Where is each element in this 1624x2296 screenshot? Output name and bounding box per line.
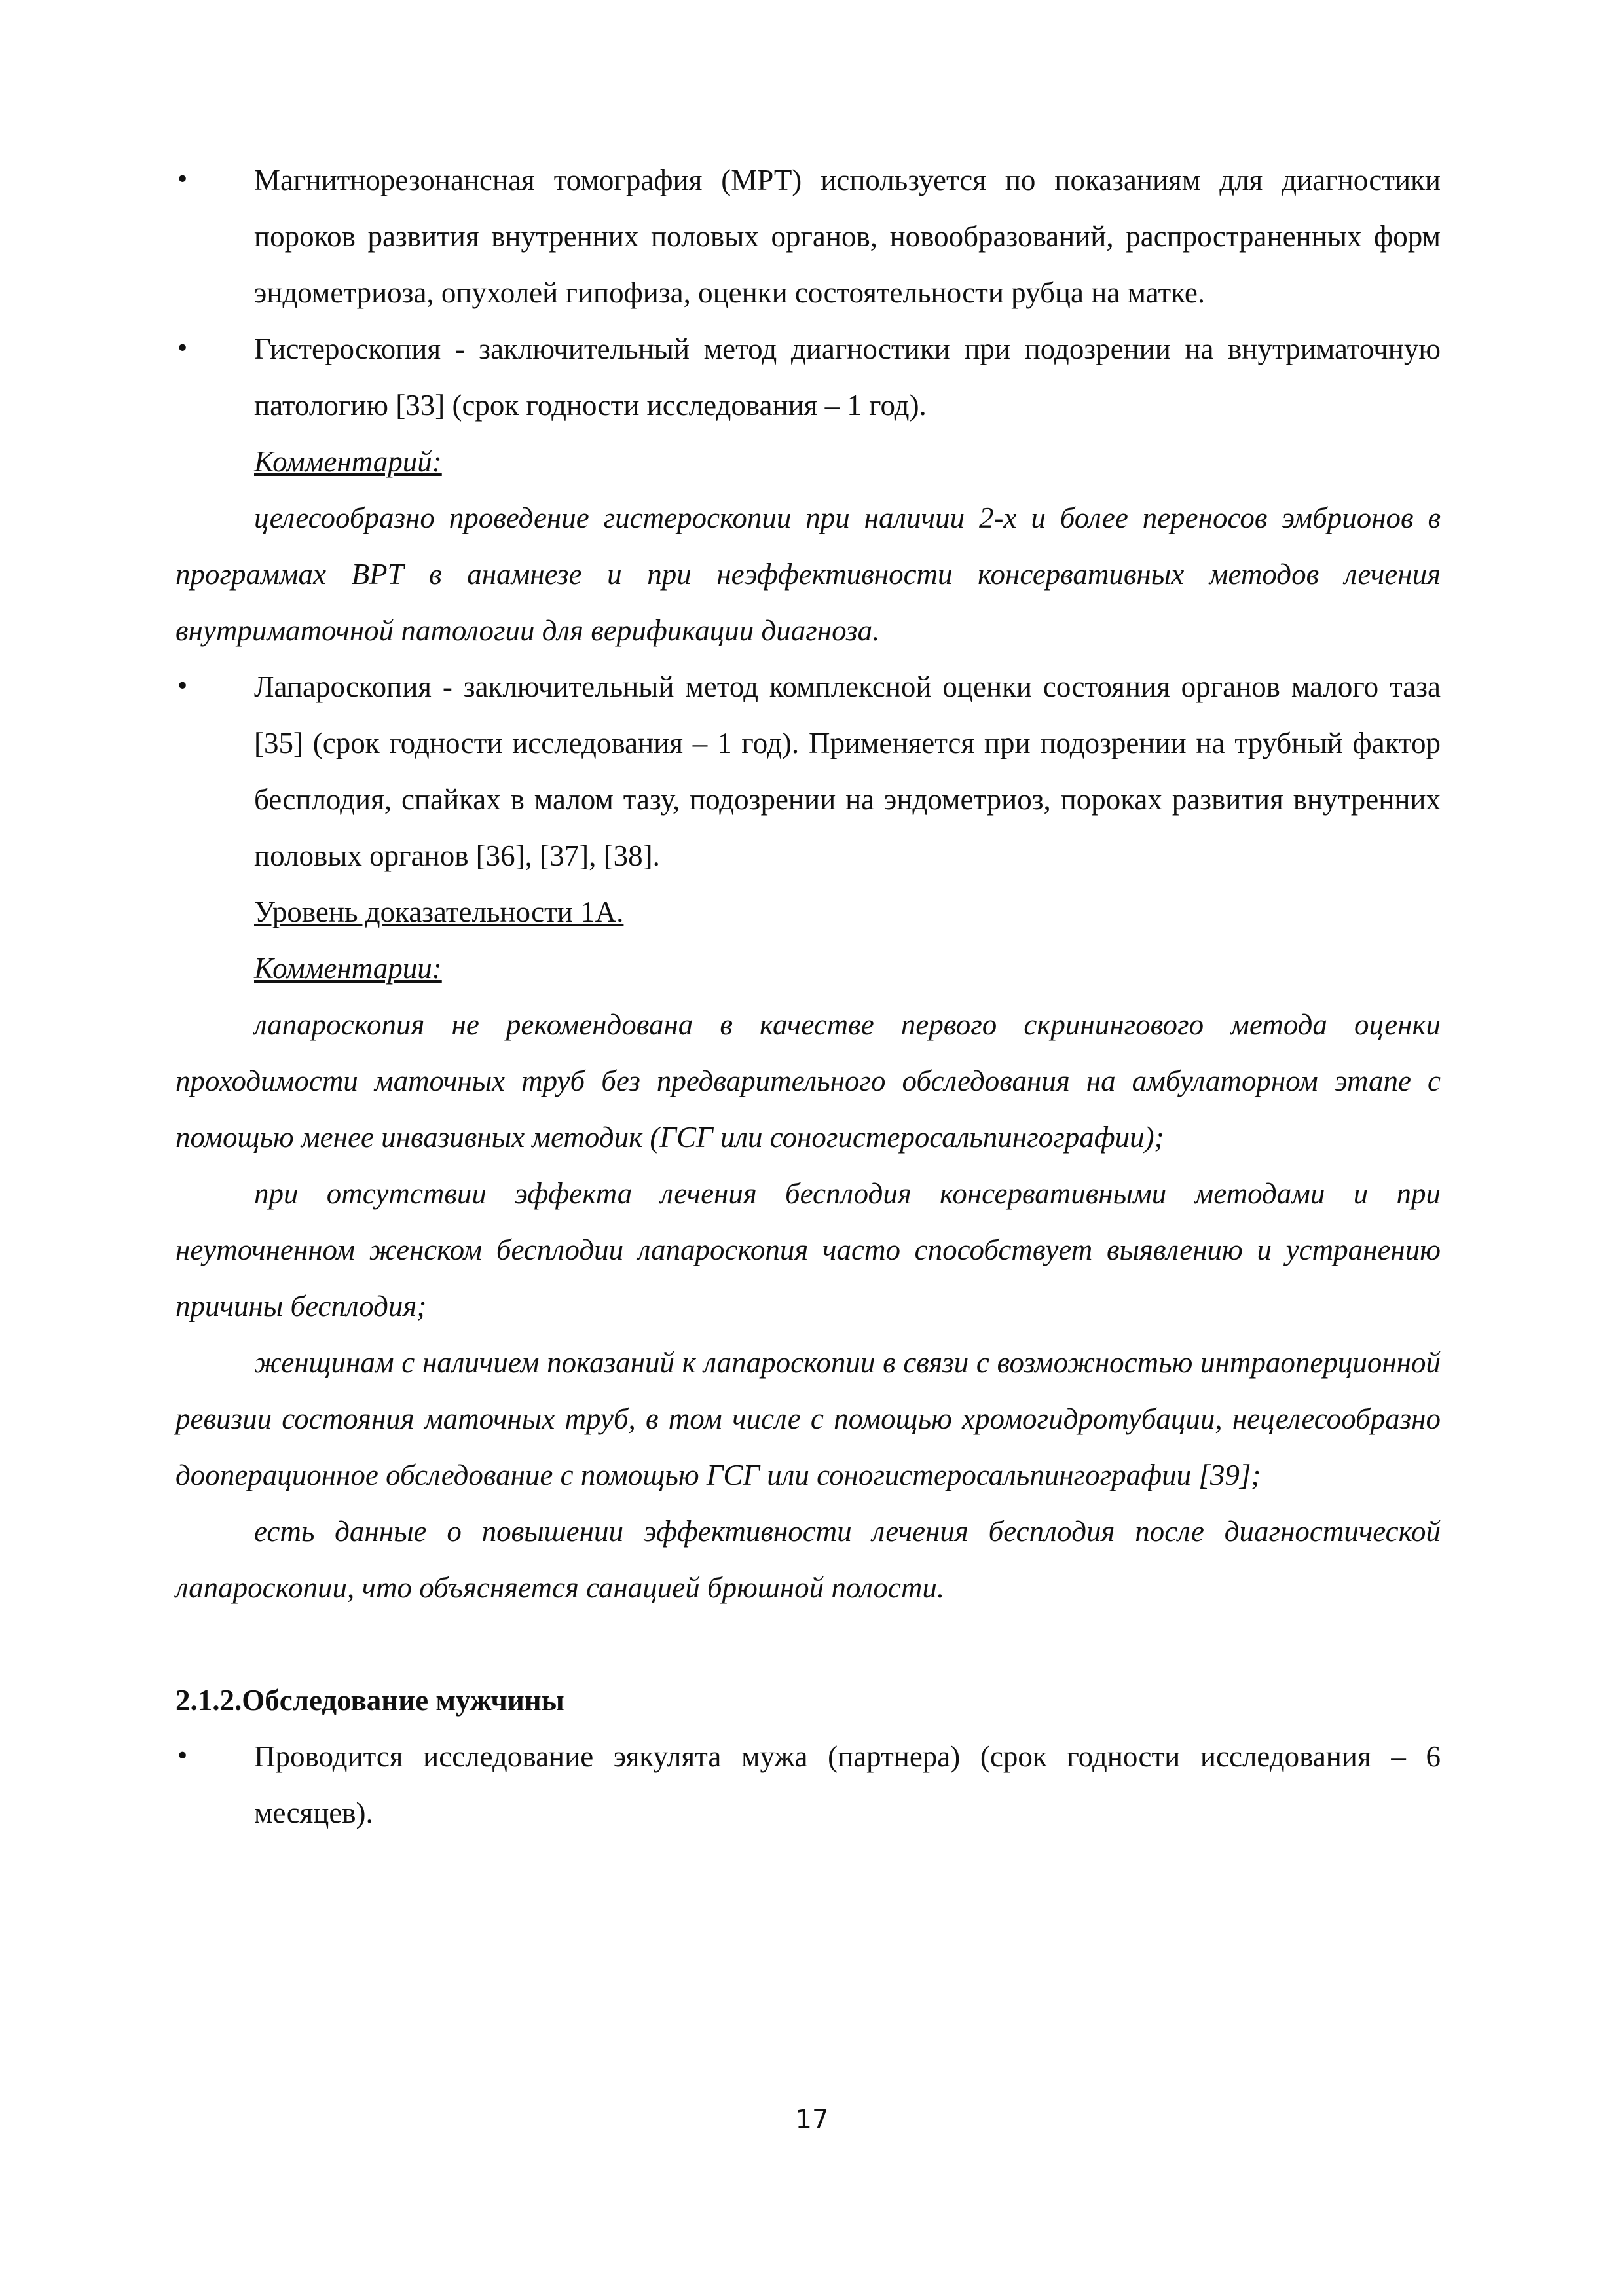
laparoscopy-comment-label: Комментарии: (254, 952, 442, 985)
semen-analysis-text: Проводится исследование эякулята мужа (партнера) (срок годности исследования – 6 месяцев). (254, 1740, 1441, 1829)
evidence-level-line (175, 884, 1441, 940)
list-item-hysteroscopy (175, 321, 1441, 433)
page-number: 17 (795, 2105, 829, 2135)
laparoscopy-comment-3: женщинам с наличием показаний к лапароскопии в связи с возможностью интраоперционной ревизии состояния маточных труб, в том числе с помощью хромогидротубации, нецелесообразно дооперационное обследование с помощью ГСГ или соногистеросальпингографии [39]; (175, 1346, 1441, 1491)
laparoscopy-comment-2: при отсутствии эффекта лечения бесплодия консервативными методами и при неуточненном женском бесплодии лапароскопия часто способствует выявлению и устранению причины бесплодия; (175, 1177, 1441, 1322)
bullet-icon: • (175, 673, 190, 700)
bullet-icon: • (175, 166, 190, 193)
bullet-icon: • (175, 335, 190, 362)
list-item-semen-analysis (175, 1728, 1441, 1841)
page-content (175, 152, 1441, 1841)
hysteroscopy-comment-text: целесообразно проведение гистероскопии при наличии 2-х и более переносов эмбрионов в программах ВРТ в анамнезе и при неэффективности консервативных методов лечения внутриматочной патологии для верификации диагноза. (175, 501, 1441, 647)
hysteroscopy-text: Гистероскопия - заключительный метод диагностики при подозрении на внутриматочную патологию [33] (срок годности исследования – 1 год). (254, 333, 1441, 422)
laparoscopy-comment-1: лапароскопия не рекомендована в качестве первого скринингового метода оценки проходимости маточных труб без предварительного обследования на амбулаторном этапе с помощью менее инвазивных методик (ГСГ или соногистеросальпингографии); (175, 1008, 1441, 1154)
evidence-level: Уровень доказательности 1А. (254, 896, 624, 928)
hysteroscopy-comment-label-line (175, 433, 1441, 490)
laparoscopy-text: Лапароскопия - заключительный метод комплексной оценки состояния органов малого таза [35] (срок годности исследования – 1 год). Применяется при подозрении на трубный фактор бесплодия, спайках в малом тазу, подозрении на эндометриоз, пороках развития внутренних половых органов [36], [37], [38]. (254, 670, 1441, 872)
section-heading-male-exam: 2.1.2.Обследование мужчины (175, 1684, 564, 1717)
list-item-mri (175, 152, 1441, 321)
laparoscopy-comment-4: есть данные о повышении эффективности лечения бесплодия после диагностической лапароскопии, что объясняется санацией брюшной полости. (175, 1515, 1441, 1604)
bullet-icon: • (175, 1743, 190, 1770)
mri-text: Магнитнорезонансная томография (МРТ) используется по показаниям для диагностики пороков развития внутренних половых органов, новообразований, распространенных форм эндометриоза, опухолей гипофиза, оценки состоятельности рубца на матке. (254, 164, 1441, 309)
list-item-laparoscopy (175, 659, 1441, 884)
laparoscopy-comment-label-line (175, 940, 1441, 996)
hysteroscopy-comment-label: Комментарий: (254, 445, 442, 478)
